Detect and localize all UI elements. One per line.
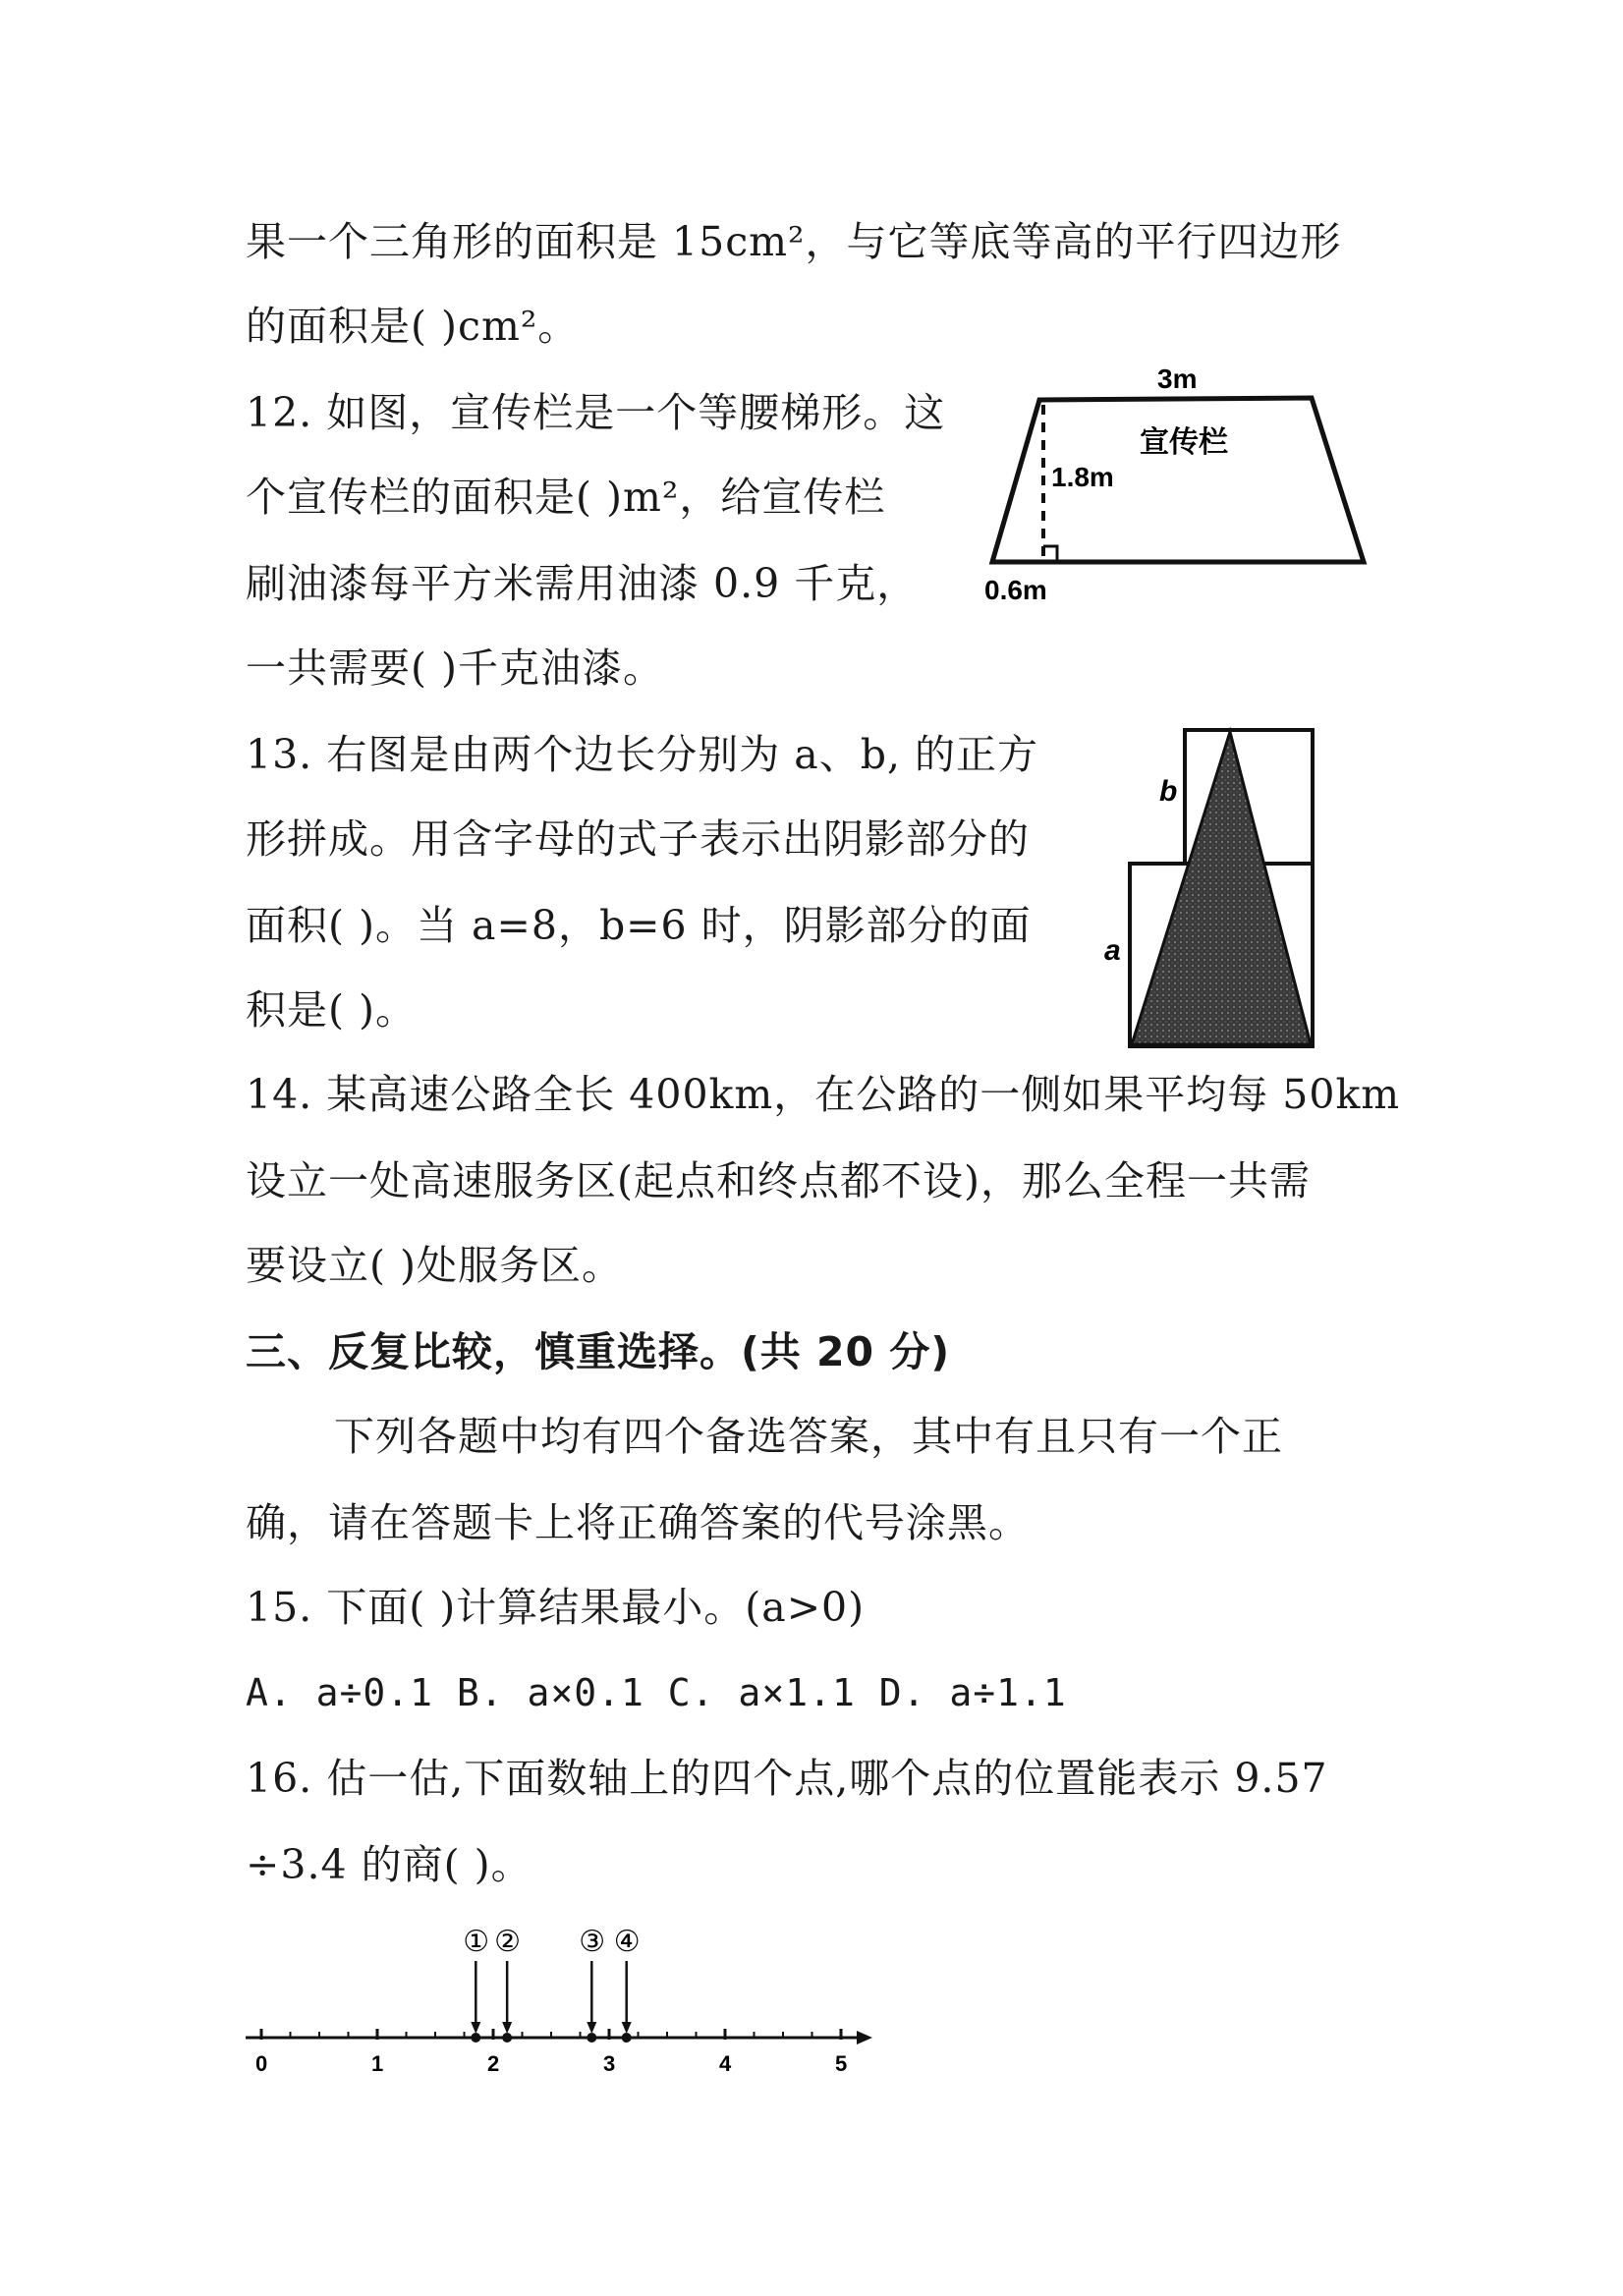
label-bottom-left: 0.6m	[984, 575, 1047, 605]
label-b: b	[1159, 775, 1178, 808]
point-3	[579, 1926, 605, 2043]
point-4	[614, 1926, 641, 2043]
q13-line-2: 形拼成。用含字母的式子表示出阴影部分的	[246, 815, 1030, 863]
number-line-figure	[236, 1916, 884, 2093]
q14-line-1: 14. 某高速公路全长 400km，在公路的一侧如果平均每 50km	[246, 1071, 1401, 1118]
q11-line-2: 的面积是( )cm²。	[246, 303, 580, 350]
q12-line-3: 刷油漆每平方米需用油漆 0.9 千克，	[246, 560, 919, 607]
number-line-points	[463, 1926, 640, 2043]
point-arrow-head-2	[502, 2022, 512, 2034]
section-intro-1: 下列各题中均有四个备选答案，其中有且只有一个正	[334, 1413, 1283, 1460]
tick-label-3: 3	[603, 2051, 616, 2076]
q15-stem: 15. 下面( )计算结果最小。(a>0)	[246, 1584, 866, 1631]
tick-label-4: 4	[719, 2051, 732, 2076]
q14-line-3: 要设立( )处服务区。	[246, 1242, 624, 1289]
tick-label-1: 1	[371, 2051, 384, 2076]
point-2	[494, 1926, 521, 2043]
q12-line-2: 个宣传栏的面积是( )m²，给宣传栏	[246, 474, 886, 521]
label-top: 3m	[1157, 364, 1198, 394]
axis-arrow-head	[857, 2031, 872, 2044]
trapezoid-figure	[973, 354, 1385, 619]
right-angle-mark	[1043, 546, 1057, 560]
tick-label-0: 0	[255, 2051, 268, 2076]
q13-line-4: 积是( )。	[246, 986, 418, 1034]
label-height: 1.8m	[1051, 462, 1114, 492]
tick-label-5: 5	[835, 2051, 848, 2076]
q15-options: A. a÷0.1 B. a×0.1 C. a×1.1 D. a÷1.1	[246, 1671, 1067, 1714]
number-line-ticks	[255, 2029, 847, 2076]
trapezoid-outline	[992, 398, 1364, 562]
point-label-1: ①	[463, 1926, 490, 1958]
point-arrow-head-4	[622, 2022, 632, 2034]
q11-line-1: 果一个三角形的面积是 15cm²，与它等底等高的平行四边形	[246, 218, 1342, 265]
point-1	[463, 1926, 489, 2043]
q16-line-2: ÷3.4 的商( )。	[246, 1841, 532, 1888]
point-label-4: ④	[613, 1926, 641, 1958]
label-a: a	[1104, 934, 1121, 967]
q12-line-4: 一共需要( )千克油漆。	[246, 644, 665, 692]
point-label-2: ②	[494, 1926, 522, 1958]
label-center: 宣传栏	[1140, 426, 1228, 459]
point-arrow-head-3	[587, 2022, 596, 2034]
q13-line-1: 13. 右图是由两个边长分别为 a、b, 的正方	[246, 731, 1039, 778]
section-intro-2: 确，请在答题卡上将正确答案的代号涂黑。	[246, 1499, 1030, 1546]
tick-label-2: 2	[487, 2051, 500, 2076]
point-label-3: ③	[579, 1926, 606, 1958]
q14-line-2: 设立一处高速服务区(起点和终点都不设)，那么全程一共需	[246, 1157, 1311, 1204]
two-squares-figure	[1091, 722, 1336, 1056]
q13-line-3: 面积( )。当 a=8，b=6 时，阴影部分的面	[246, 902, 1032, 949]
point-arrow-head-1	[471, 2022, 480, 2034]
q16-line-1: 16. 估一估,下面数轴上的四个点,哪个点的位置能表示 9.57	[246, 1755, 1328, 1802]
q12-line-1: 12. 如图，宣传栏是一个等腰梯形。这	[246, 389, 946, 436]
section-heading: 三、反复比较，慎重选择。(共 20 分)	[246, 1328, 951, 1375]
